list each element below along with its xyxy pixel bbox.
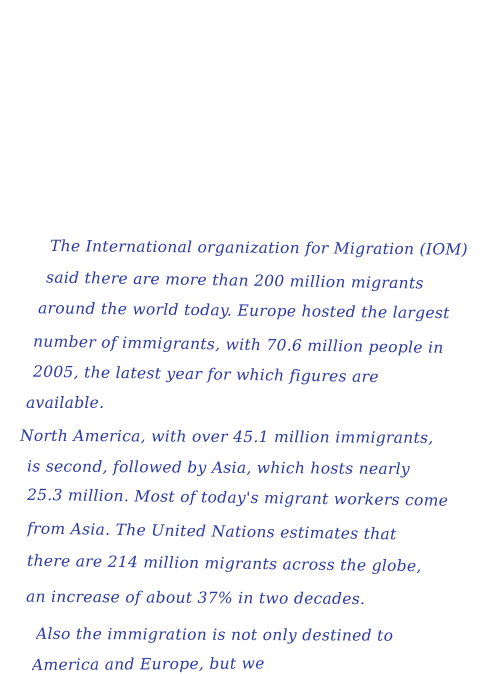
text-line: around the world today. Europe hosted the largest [37,299,450,323]
text-line: an increase of about 37% in two decades. [25,587,366,609]
text-line: 25.3 million. Most of today's migrant workers come [26,485,449,510]
text-line: North America, with over 45.1 million immigrants, [19,426,434,447]
text-line: there are 214 million migrants across the globe, [26,551,422,576]
text-line: is second, followed by Asia, which hosts nearly [26,457,411,479]
text-line: from Asia. The United Nations estimates that [26,519,397,544]
text-line: number of immigrants, with 70.6 million people in [32,332,444,357]
text-line: America and Europe, but we [31,654,265,674]
text-line: The International organization for Migration (IOM) [49,237,468,259]
text-line: Also the immigration is not only destined to [35,624,394,645]
text-line: said there are more than 200 million migrants [45,268,424,293]
text-line: available. [26,394,105,412]
text-line: 2005, the latest year for which figures are [32,362,379,387]
